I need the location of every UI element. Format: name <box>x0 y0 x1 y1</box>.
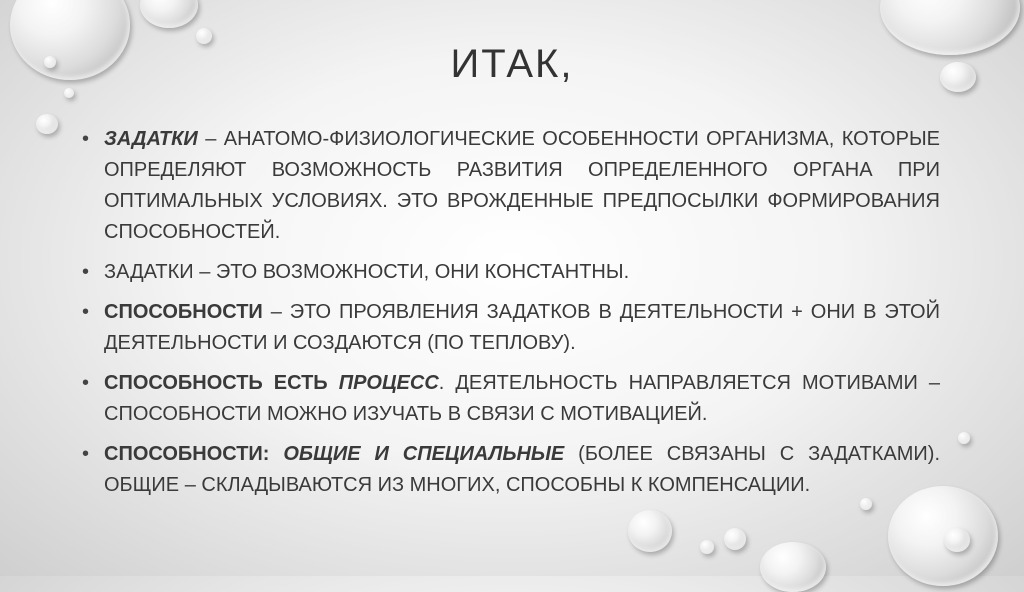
bullet-text: – АНАТОМО-ФИЗИОЛОГИЧЕСКИЕ ОСОБЕННОСТИ ОРГАНИЗМА, КОТОРЫЕ ОПРЕДЕЛЯЮТ ВОЗМОЖНОСТЬ РАЗВИТИЯ ОПРЕДЕЛЕННОГО ОРГАНА ПРИ ОПТИМАЛЬНЫХ УСЛОВИЯХ. ЭТО ВРОЖДЕННЫЕ ПРЕДПОСЫЛКИ ФОРМИРОВАНИЯ СПОСОБНОСТЕЙ. <box>104 128 940 243</box>
water-drop-decoration <box>958 432 970 444</box>
bullet-item <box>80 297 940 359</box>
bullet-text: – ЭТО ПРОЯВЛЕНИЯ ЗАДАТКОВ В ДЕЯТЕЛЬНОСТИ + ОНИ В ЭТОЙ ДЕЯТЕЛЬНОСТИ И СОЗДАЮТСЯ (ПО ТЕПЛОВУ). <box>104 301 940 354</box>
water-drop-decoration <box>628 510 672 552</box>
water-drop-decoration <box>760 542 826 592</box>
bullet-item <box>80 124 940 248</box>
bullet-item <box>80 257 940 288</box>
water-drop-decoration <box>944 528 970 552</box>
bullet-term-emphasis: ОБЩИЕ И СПЕЦИАЛЬНЫЕ <box>283 443 565 465</box>
bullet-term: СПОСОБНОСТЬ ЕСТЬ <box>104 372 339 394</box>
bullet-item <box>80 368 940 430</box>
bullet-list <box>80 124 940 510</box>
water-drop-decoration <box>64 88 74 98</box>
bullet-term: СПОСОБНОСТИ <box>104 301 263 323</box>
water-drop-decoration <box>724 528 746 550</box>
bullet-text: ЗАДАТКИ – ЭТО ВОЗМОЖНОСТИ, ОНИ КОНСТАНТНЫ. <box>104 261 630 283</box>
bullet-item <box>80 439 940 501</box>
bullet-text: (БОЛЕЕ СВЯЗАНЫ С ЗАДАТКАМИ). ОБЩИЕ – СКЛАДЫВАЮТСЯ ИЗ МНОГИХ, СПОСОБНЫ К КОМПЕНСАЦИИ. <box>104 443 940 496</box>
water-drop-decoration <box>140 0 198 28</box>
bullet-term: СПОСОБНОСТИ: <box>104 443 284 465</box>
bullet-text: . ДЕЯТЕЛЬНОСТЬ НАПРАВЛЯЕТСЯ МОТИВАМИ – СПОСОБНОСТИ МОЖНО ИЗУЧАТЬ В СВЯЗИ С МОТИВАЦИЕЙ. <box>104 372 940 425</box>
slide-title: ИТАК, <box>450 42 574 86</box>
water-drop-decoration <box>700 540 714 554</box>
water-drop-decoration <box>36 114 58 134</box>
bullet-term: ЗАДАТКИ <box>104 128 198 150</box>
bullet-term-emphasis: ПРОЦЕСС <box>338 372 439 394</box>
